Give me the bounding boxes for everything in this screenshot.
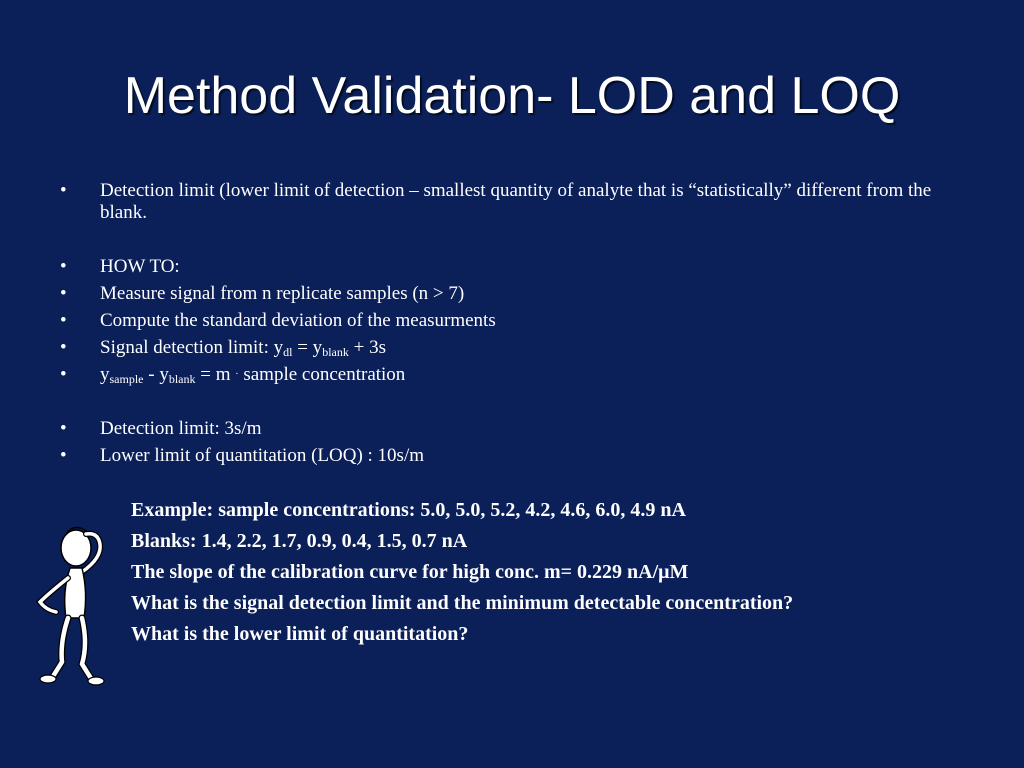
example-slope: The slope of the calibration curve for high conc. m= 0.229 nA/μM bbox=[131, 561, 689, 583]
example-blanks: Blanks: 1.4, 2.2, 1.7, 0.9, 0.4, 1.5, 0.7 nA bbox=[131, 530, 468, 552]
example-problem bbox=[131, 495, 1011, 650]
bullet-signal-detection-limit bbox=[60, 337, 960, 359]
subscript-blank: blank bbox=[168, 372, 196, 386]
bullet-list bbox=[60, 180, 960, 467]
bullet-marker: • bbox=[60, 364, 67, 385]
formula-prefix: Signal detection limit: y bbox=[100, 337, 284, 358]
bullet-sample-minus-blank bbox=[60, 364, 960, 386]
bullet-measure-signal bbox=[60, 283, 960, 305]
bullet-how-to bbox=[60, 256, 960, 278]
bullet-marker: • bbox=[60, 310, 67, 331]
bullet-text: Detection limit: 3s/m bbox=[100, 418, 262, 439]
bullet-marker: • bbox=[60, 445, 67, 466]
formula-mid: - y bbox=[143, 364, 169, 385]
bullet-detection-limit-definition bbox=[60, 180, 960, 224]
formula-y: y bbox=[100, 364, 110, 385]
bullet-marker: • bbox=[60, 418, 67, 439]
bullet-text: HOW TO: bbox=[100, 256, 180, 277]
example-question-loq: What is the lower limit of quantitation? bbox=[131, 623, 469, 645]
slide-title: Method Validation- LOD and LOQ bbox=[123, 67, 901, 125]
multiplication-dot: · bbox=[235, 369, 239, 380]
bullet-marker: • bbox=[60, 337, 67, 358]
bullet-text: Detection limit (lower limit of detection – smallest quantity of analyte that is “statistically” different from the blank. bbox=[100, 180, 932, 223]
formula-text bbox=[100, 337, 386, 358]
bullet-marker: • bbox=[60, 180, 67, 201]
thinking-person-icon bbox=[30, 522, 120, 687]
formula-eq: = m bbox=[195, 364, 236, 385]
bullet-text: Compute the standard deviation of the measurments bbox=[100, 310, 496, 331]
bullet-standard-deviation bbox=[60, 310, 960, 332]
bullet-text: Lower limit of quantitation (LOQ) : 10s/m bbox=[100, 445, 425, 466]
bullet-loq bbox=[60, 445, 960, 467]
bullet-text: Measure signal from n replicate samples (n > 7) bbox=[100, 283, 465, 304]
bullet-detection-limit-formula bbox=[60, 418, 960, 440]
subscript-blank: blank bbox=[322, 345, 349, 359]
subscript-dl: dl bbox=[283, 345, 293, 359]
bullet-marker: • bbox=[60, 256, 67, 277]
formula-mid: = y bbox=[292, 337, 323, 358]
formula-text bbox=[100, 364, 405, 385]
formula-suffix: + 3s bbox=[348, 337, 386, 358]
example-question-detection-limit: What is the signal detection limit and the minimum detectable concentration? bbox=[131, 592, 794, 614]
bullet-marker: • bbox=[60, 283, 67, 304]
subscript-sample: sample bbox=[109, 372, 144, 386]
formula-suffix: sample concentration bbox=[238, 364, 406, 385]
example-sample-concentrations: Example: sample concentrations: 5.0, 5.0, 5.2, 4.2, 4.6, 6.0, 4.9 nA bbox=[131, 499, 686, 521]
